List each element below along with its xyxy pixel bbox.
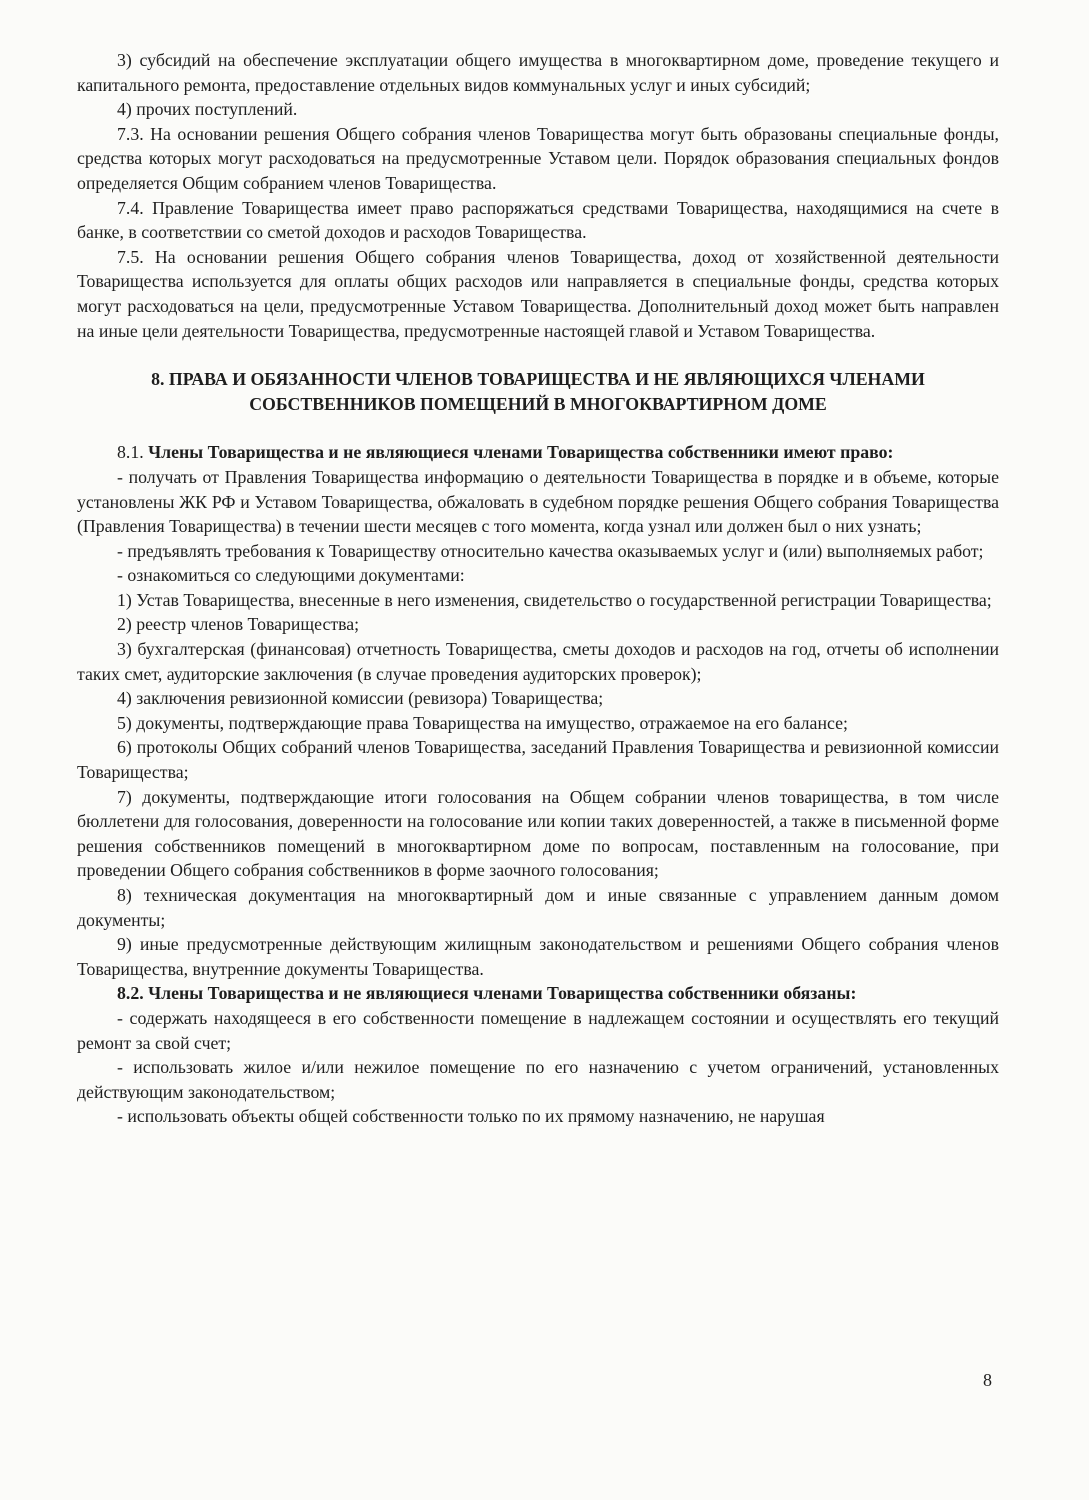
section-heading: 8. ПРАВА И ОБЯЗАННОСТИ ЧЛЕНОВ ТОВАРИЩЕСТВА И НЕ ЯВЛЯЮЩИХСЯ ЧЛЕНАМИ СОБСТВЕННИКОВ ПОМЕЩЕНИЙ В МНОГОКВАРТИРНОМ ДОМЕ: [151, 369, 925, 414]
list-item: 6) протоколы Общих собраний членов Товарищества, заседаний Правления Товарищества и ревизионной комиссии Товарищества;: [77, 737, 999, 783]
list-item: - использовать жилое и/или нежилое помещение по его назначению с учетом ограничений, установленных действующим законодательством;: [77, 1057, 999, 1102]
clause-title: Члены Товарищества и не являющиеся членами Товарищества собственники имеют право:: [148, 442, 894, 463]
clause-number: 8.1.: [117, 442, 144, 463]
paragraph: 7.5. На основании решения Общего собрания членов Товарищества, доход от хозяйственной деятельности Товарищества используется для оплаты общих расходов или направляется в специальные фонды, средства которых могут расходоваться на цели, предусмотренные Уставом Товарищества. Дополнительный доход может быть направлен на иные цели деятельности Товарищества, предусмотренные настоящей главой и Уставом Товарищества.: [77, 246, 999, 341]
paragraph: 4) прочих поступлений.: [117, 99, 298, 120]
clause-8-1-title: [77, 440, 999, 465]
list-item: 5) документы, подтверждающие права Товарищества на имущество, отражаемое на его балансе;: [117, 712, 848, 733]
paragraph: 7.3. На основании решения Общего собрания членов Товарищества могут быть образованы специальные фонды, средства которых могут расходоваться на предусмотренные Уставом цели. Порядок образования специальных фондов определяется Общим собранием членов Товарищества.: [77, 123, 999, 193]
list-item: 1) Устав Товарищества, внесенные в него изменения, свидетельство о государственной регистрации Товарищества;: [117, 589, 992, 610]
page-number: 8: [983, 1370, 992, 1390]
list-item: - содержать находящееся в его собственности помещение в надлежащем состоянии и осуществлять его текущий ремонт за свой счет;: [77, 1007, 999, 1053]
list-item: 9) иные предусмотренные действующим жилищным законодательством и решениями Общего собрания членов Товарищества, внутренние документы Товарищества.: [77, 934, 999, 979]
paragraph: 3) субсидий на обеспечение эксплуатации общего имущества в многоквартирном доме, проведение текущего и капитального ремонта, предоставление отдельных видов коммунальных услуг и иных субсидий;: [77, 50, 999, 95]
list-item: - получать от Правления Товарищества информацию о деятельности Товарищества в порядке и в объеме, которые установлены ЖК РФ и Уставом Товарищества, обжаловать в судебном порядке решения Общего собрания Товарищества (Правления Товарищества) в течении шести месяцев с того момента, когда узнал или должен был о них узнать;: [77, 466, 999, 537]
list-item: 2) реестр членов Товарищества;: [117, 614, 360, 635]
clause-8-2-title: 8.2. Члены Товарищества и не являющиеся членами Товарищества собственники обязаны:: [117, 983, 857, 1004]
list-item: 8) техническая документация на многоквартирный дом и иные связанные с управлением данным домом документы;: [77, 885, 999, 930]
spacer: [77, 416, 999, 440]
list-item: - предъявлять требования к Товариществу относительно качества оказываемых услуг и (или) выполняемых работ;: [117, 540, 984, 561]
paragraph: 7.4. Правление Товарищества имеет право распоряжаться средствами Товарищества, находящимися на счете в банке, в соответствии со сметой доходов и расходов Товарищества.: [77, 197, 999, 243]
list-item: - ознакомиться со следующими документами:: [117, 565, 465, 586]
list-item: 4) заключения ревизионной комиссии (ревизора) Товарищества;: [117, 688, 604, 709]
spacer: [77, 343, 999, 367]
list-item: 3) бухгалтерская (финансовая) отчетность Товарищества, сметы доходов и расходов на год, отчеты об исполнении таких смет, аудиторские заключения (в случае проведения аудиторских проверок);: [77, 639, 999, 684]
list-item: 7) документы, подтверждающие итоги голосования на Общем собрании членов товарищества, в том числе бюллетени для голосования, доверенности на голосование или копии таких доверенностей, а также в письменной форме решения собственников помещений в многоквартирном доме по вопросам, поставленным на голосование, при проведении Общего собрания собственников в форме заочного голосования;: [77, 786, 999, 881]
list-item: - использовать объекты общей собственности только по их прямому назначению, не нарушая: [117, 1106, 825, 1127]
